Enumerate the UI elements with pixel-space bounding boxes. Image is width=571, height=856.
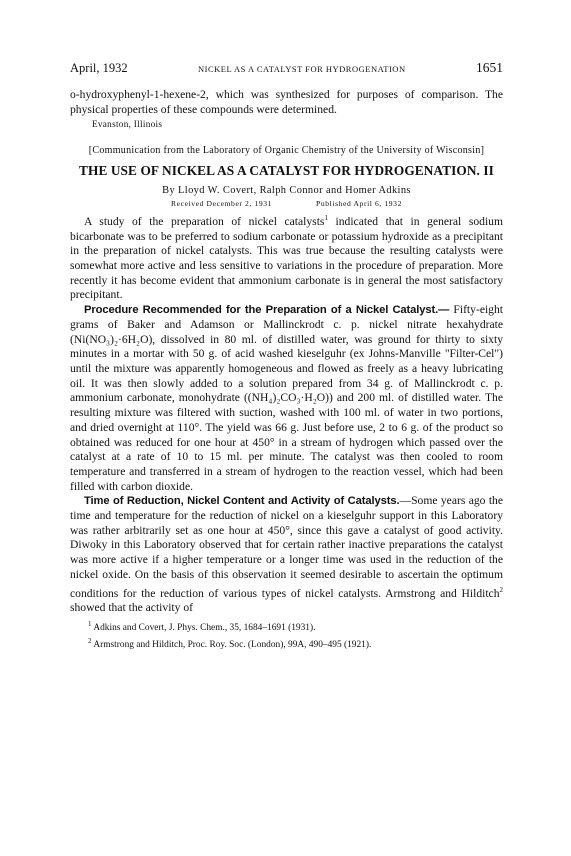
journal-page bbox=[70, 60, 503, 651]
issue-date: April, 1932 bbox=[70, 61, 128, 75]
published-date: Published April 6, 1932 bbox=[316, 199, 402, 209]
procedure-paragraph bbox=[70, 303, 503, 494]
reduction-text-cont: showed that the activity of bbox=[70, 601, 193, 615]
authors-line: By Lloyd W. Covert, Ralph Connor and Homer Adkins bbox=[162, 185, 411, 197]
footnote-ref: 2 bbox=[499, 585, 503, 594]
carryover-paragraph: o-hydroxyphenyl-1-hexene-2, which was synthesized for purposes of comparison. The physical properties of these compounds were determined. bbox=[70, 88, 503, 116]
footnote-ref: 1 bbox=[324, 214, 328, 223]
reduction-paragraph bbox=[70, 494, 503, 615]
footnote-text: Adkins and Covert, J. Phys. Chem., 35, 1684–1691 (1931). bbox=[93, 622, 316, 633]
footnote-text: Armstrong and Hilditch, Proc. Roy. Soc. (London), 99A, 490–495 (1921). bbox=[93, 639, 372, 650]
dates-line bbox=[70, 199, 503, 208]
footnote-number: 2 bbox=[88, 636, 92, 645]
running-head bbox=[70, 60, 503, 82]
running-title: NICKEL AS A CATALYST FOR HYDROGENATION bbox=[198, 64, 406, 74]
article-title: THE USE OF NICKEL AS A CATALYST FOR HYDROGENATION. II bbox=[79, 163, 494, 179]
received-date: Received December 2, 1931 bbox=[171, 199, 273, 209]
reduction-text: —Some years ago the time and temperature for the reduction of nickel on a kieselguhr support in this Laboratory was rather arbitrarily set as one hour at 450°, since this gave a catalyst of good activity. Diwoky in this Laboratory observed that for certain rather inactive preparations the catalyst was more active if a higher temperature or a longer time was used in the reduction of the nickel oxide. On the basis of this observation it seemed desirable to ascertain the optimum conditions for the reduction of various types of nickel catalysts. Armstrong and Hilditch bbox=[70, 494, 504, 600]
page-number: 1651 bbox=[475, 60, 503, 75]
intro-paragraph bbox=[70, 211, 503, 303]
intro-text: A study of the preparation of nickel catalysts bbox=[84, 214, 325, 228]
procedure-text: Fifty-eight grams of Baker and Adamson or Mallinckrodt c. p. nickel nitrate hexahydrate (Ni(NO₃)₂·6H₂O), dissolved in 80 ml. of distilled water, was ground for thirty to sixty minutes in a mortar with 50 g. of acid washed kieselguhr (ex Johns-Manville "Filter-Cel") until the mixture was apparently homogeneous and flowed as freely as a heavy lubricating oil. It was then slowly added to a solution prepared from 34 g. of Mallinckrodt c. p. ammonium carbonate, monohydrate ((NH₄)₂CO₃·H₂O)) and 200 ml. of distilled water. The resulting mixture was filtered with suction, washed with 100 ml. of water in two portions, and dried overnight at 110°. The yield was 66 g. Just before use, 2 to 6 g. of the product so obtained was reduced for one hour at 450° in a stream of hydrogen which passed over the catalyst at a rate of 10 to 15 ml. per minute. The catalyst was then cooled to room temperature and transferred in a stream of hydrogen to the reaction vessel, which had been filled with carbon dioxide. bbox=[70, 303, 503, 493]
footnotes bbox=[70, 618, 503, 651]
footnote-item bbox=[88, 635, 503, 652]
place-line: Evanston, Illinois bbox=[92, 119, 163, 130]
reduction-heading: Time of Reduction, Nickel Content and Activity of Catalysts. bbox=[84, 495, 400, 508]
procedure-heading: Procedure Recommended for the Preparation of a Nickel Catalyst.— bbox=[84, 304, 450, 317]
intro-text-cont: indicated that in general sodium bicarbonate was to be preferred to sodium carbonate or potassium hydroxide as a precipitant in the preparation of nickel catalysts. This was true because the resulting catalysts were somewhat more active and less sensitive to variations in the procedure of preparation. More recently it has become evident that ammonium carbonate is in general the most satisfactory precipitant. bbox=[70, 214, 503, 302]
communication-line: [Communication from the Laboratory of Organic Chemistry of the University of Wisconsin] bbox=[88, 145, 485, 157]
footnote-item bbox=[88, 618, 503, 635]
footnote-number: 1 bbox=[88, 619, 92, 628]
